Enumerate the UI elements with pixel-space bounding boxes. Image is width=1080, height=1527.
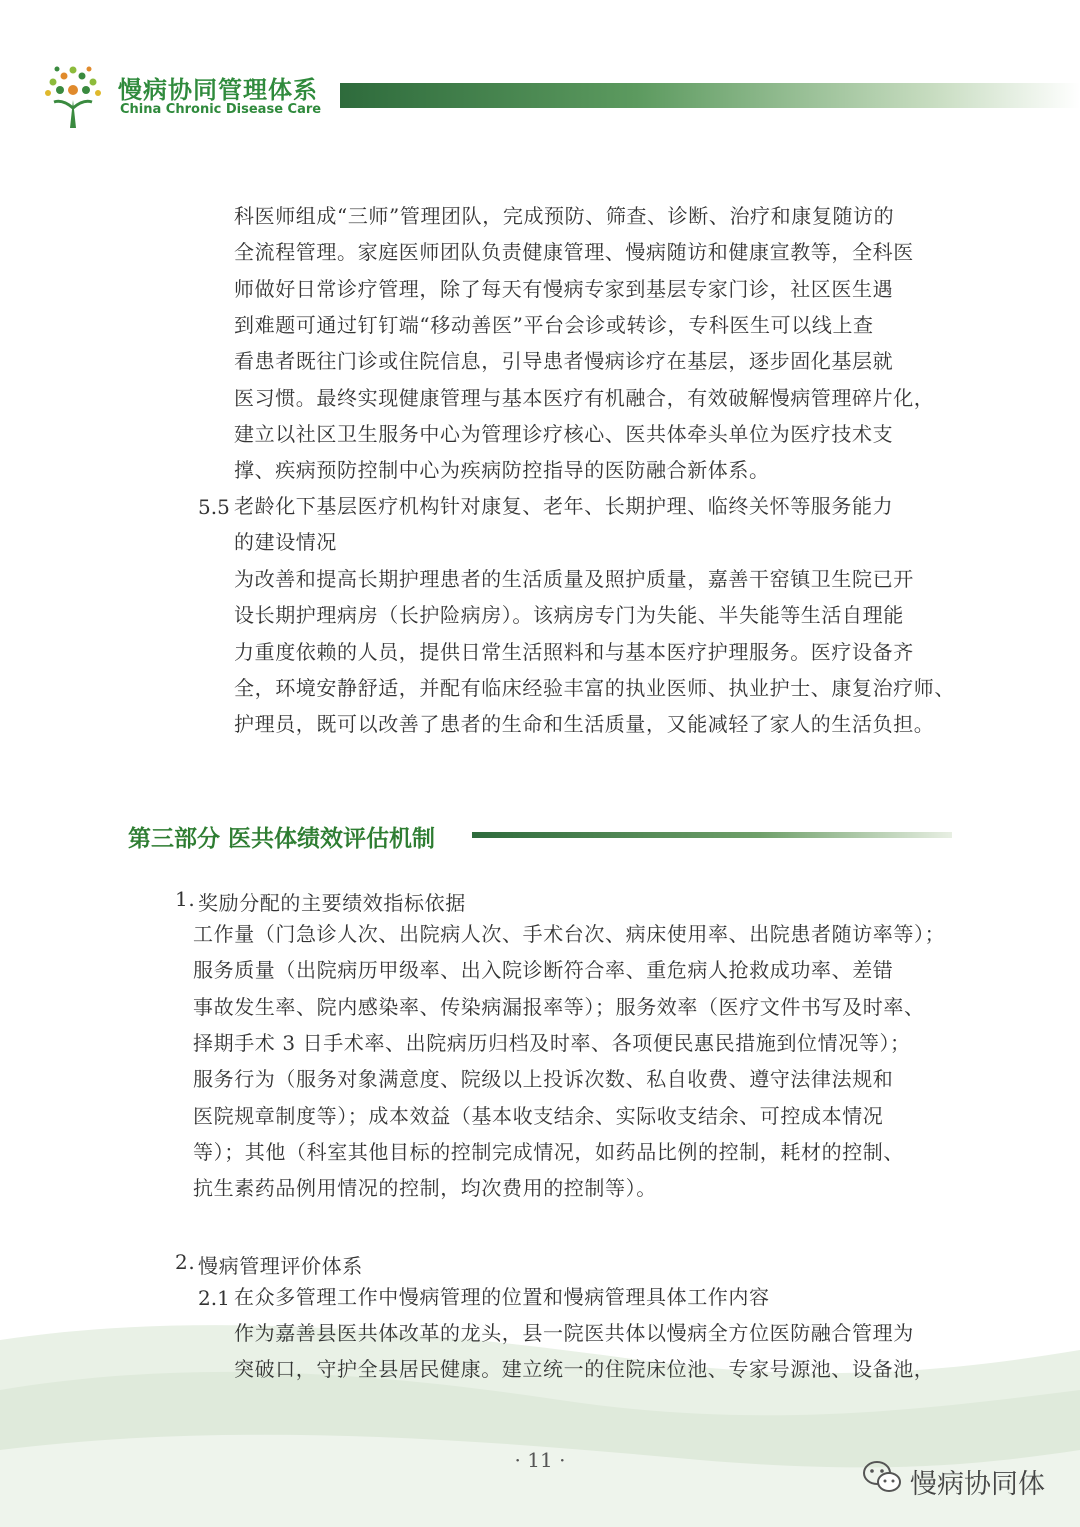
paragraph-line: 作为嘉善县医共体改革的龙头，县一院医共体以慢病全方位医防融合管理为 <box>234 1321 914 1345</box>
paragraph-line: 服务质量（出院病历甲级率、出入院诊断符合率、重危病人抢救成功率、差错 <box>193 958 894 982</box>
paragraph-line: 师做好日常诊疗管理，除了每天有慢病专家到基层专家门诊，社区医生遇 <box>234 277 894 301</box>
paragraph-line: 力重度依赖的人员，提供日常生活照料和与基本医疗护理服务。医疗设备齐 <box>234 640 914 664</box>
brand-title-en: China Chronic Disease Care <box>120 102 322 117</box>
paragraph-line: 医院规章制度等）；成本效益（基本收支结余、实际收支结余、可控成本情况 <box>193 1104 884 1128</box>
paragraph-line: 医习惯。最终实现健康管理与基本医疗有机融合，有效破解慢病管理碎片化， <box>234 386 935 410</box>
tree-people-logo-icon <box>40 60 106 130</box>
subsection-title: 在众多管理工作中慢病管理的位置和慢病管理具体工作内容 <box>234 1285 770 1309</box>
subsection-number: 2.1 <box>198 1286 230 1310</box>
paragraph-line: 全流程管理。家庭医师团队负责健康管理、慢病随访和健康宣教等，全科医 <box>234 240 914 264</box>
header-gradient-bar <box>340 83 1080 108</box>
paragraph-line: 科医师组成“三师”管理团队，完成预防、筛查、诊断、治疗和康复随访的 <box>234 204 895 228</box>
paragraph-line: 抗生素药品例用情况的控制，均次费用的控制等）。 <box>193 1176 657 1200</box>
item-number: 2. <box>175 1250 196 1274</box>
paragraph-line: 事故发生率、院内感染率、传染病漏报率等）；服务效率（医疗文件书写及时率、 <box>193 995 925 1019</box>
item-title: 奖励分配的主要绩效指标依据 <box>198 891 466 915</box>
page-number: · 11 · <box>514 1448 566 1472</box>
paragraph-line: 等）；其他（科室其他目标的控制完成情况，如药品比例的控制，耗材的控制、 <box>193 1140 904 1164</box>
brand-title-cn: 慢病协同管理体系 <box>118 76 318 104</box>
paragraph-line: 建立以社区卫生服务中心为管理诊疗核心、医共体牵头单位为医疗技术支 <box>234 422 894 446</box>
section-title-line: 的建设情况 <box>234 530 337 554</box>
paragraph-line: 工作量（门急诊人次、出院病人次、手术台次、病床使用率、出院患者随访率等）； <box>193 922 946 946</box>
section-number: 5.5 <box>198 495 230 519</box>
watermark-text: 慢病协同体 <box>910 1469 1045 1500</box>
part3-heading: 第三部分 医共体绩效评估机制 <box>128 826 436 852</box>
item-title: 慢病管理评价体系 <box>198 1254 363 1278</box>
paragraph-line: 护理员，既可以改善了患者的生命和生活质量，又能减轻了家人的生活负担。 <box>234 712 935 736</box>
paragraph-line: 撑、疾病预防控制中心为疾病防控指导的医防融合新体系。 <box>234 458 770 482</box>
paragraph-line: 到难题可通过钉钉端“移动善医”平台会诊或转诊，专科医生可以线上查 <box>234 313 874 337</box>
paragraph-line: 设长期护理病房（长护险病房）。该病房专门为失能、半失能等生活自理能 <box>234 603 904 627</box>
paragraph-line: 突破口，守护全县居民健康。建立统一的住院床位池、专家号源池、设备池， <box>234 1357 935 1381</box>
section-title-line: 老龄化下基层医疗机构针对康复、老年、长期护理、临终关怀等服务能力 <box>234 494 894 518</box>
wechat-icon <box>862 1460 902 1494</box>
paragraph-line: 全，环境安静舒适，并配有临床经验丰富的执业医师、执业护士、康复治疗师、 <box>234 676 955 700</box>
item-number: 1. <box>175 887 196 911</box>
heading-rule <box>472 832 952 838</box>
paragraph-line: 服务行为（服务对象满意度、院级以上投诉次数、私自收费、遵守法律法规和 <box>193 1067 894 1091</box>
paragraph-line: 择期手术 3 日手术率、出院病历归档及时率、各项便民惠民措施到位情况等）； <box>193 1031 911 1055</box>
paragraph-line: 看患者既往门诊或住院信息，引导患者慢病诊疗在基层，逐步固化基层就 <box>234 349 894 373</box>
paragraph-line: 为改善和提高长期护理患者的生活质量及照护质量，嘉善干窑镇卫生院已开 <box>234 567 914 591</box>
